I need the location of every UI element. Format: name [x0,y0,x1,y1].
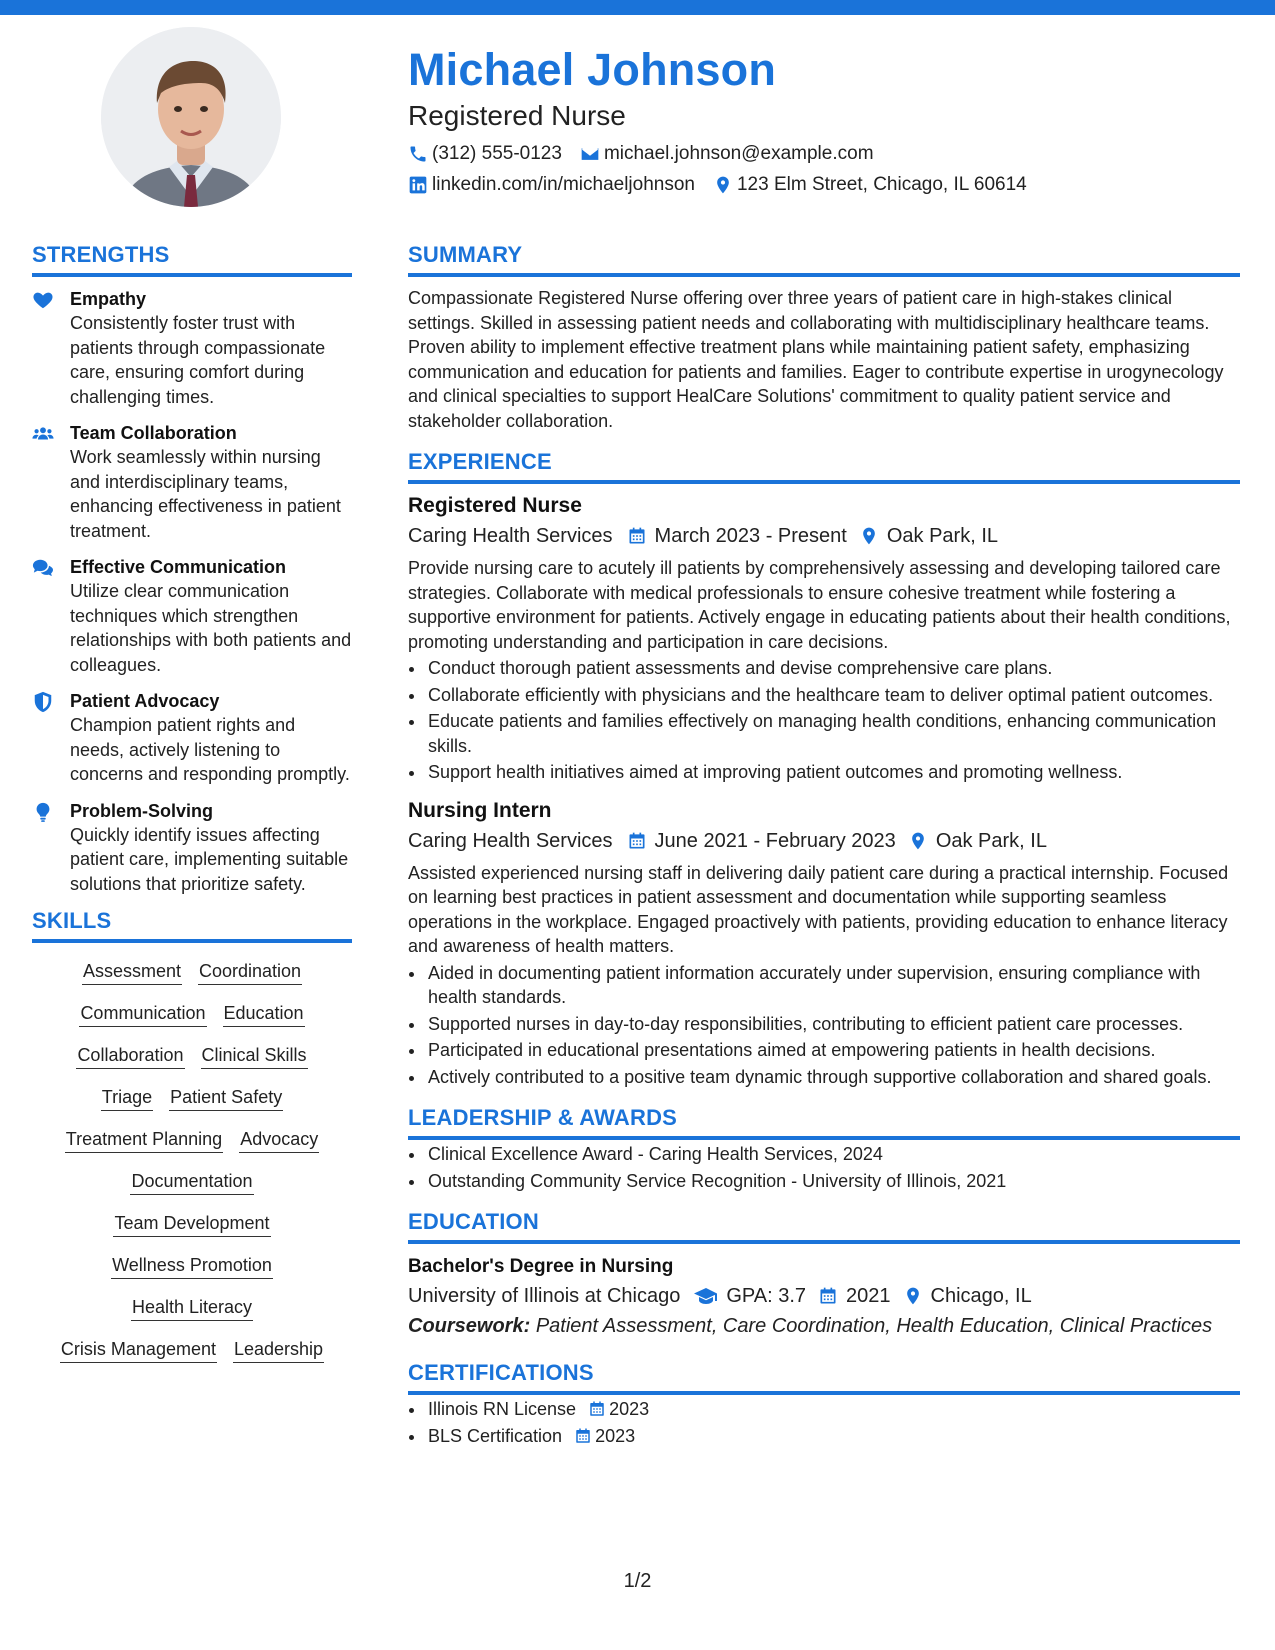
strength-desc: Consistently foster trust with patients through compassionate care, ensuring comfort during challenging times. [70,313,326,407]
strength-desc: Utilize clear communication techniques which strengthen relationships with both patients and colleagues. [70,581,352,675]
skills-row [32,1043,352,1069]
cert-year: 2023 [595,1425,636,1446]
awards-list [408,1142,1240,1193]
skills-row [32,1337,352,1363]
strength-item [32,421,352,543]
email-contact[interactable] [580,142,874,166]
calendar-icon [818,1286,838,1306]
strength-item [32,555,352,677]
education-meta [408,1282,1240,1310]
linkedin-text: linkedin.com/in/michaeljohnson [432,174,695,195]
calendar-icon [627,831,647,851]
job-company: Caring Health Services [408,829,613,852]
job-bullets [408,961,1240,1090]
shield-icon [32,691,54,713]
contact-row-1 [408,142,1238,166]
strengths-list [32,287,352,896]
job-location: Oak Park, IL [935,829,1047,852]
skills-list [32,959,352,1363]
list-item: • Clinical Excellence Award - Caring Health Services, 2024 [426,1142,1240,1167]
job-bullets [408,656,1240,785]
job-dates: March 2023 - Present [654,525,847,547]
school-location: Chicago, IL [930,1285,1032,1307]
coursework [408,1312,1240,1340]
strength-desc: Quickly identify issues affecting patient care, implementing suitable solutions that prioritize safety. [70,824,349,894]
list-item: • Participated in educational presentations aimed at empowering patients in health decisions. [426,1038,1240,1063]
list-item [426,1397,1240,1422]
skills-row [32,1253,352,1279]
location-pin-icon [859,526,879,546]
skills-row [32,1085,352,1111]
top-accent-bar [0,0,1275,15]
skill-tag: Communication [79,1001,206,1027]
coursework-text: Patient Assessment, Care Coordination, Health Education, Clinical Practices [535,1315,1213,1337]
right-column [408,242,1240,1450]
skill-tag: Coordination [198,959,302,985]
location-pin-icon [713,175,733,195]
strength-item [32,799,352,897]
contact-row-2 [408,173,1238,197]
skill-tag: Clinical Skills [201,1043,308,1069]
skills-heading: SKILLS [32,908,352,943]
job-title: Nursing Intern [408,798,552,822]
awards-heading: LEADERSHIP & AWARDS [408,1105,1240,1140]
list-item: • Aided in documenting patient information accurately under supervision, ensuring compliance with health standards. [426,961,1240,1010]
skill-tag: Assessment [82,959,182,985]
skills-row [32,1211,352,1237]
left-column [32,242,352,1379]
graduation-cap-icon [694,1284,718,1308]
skill-tag: Team Development [113,1211,270,1237]
email-icon [580,144,600,164]
list-item: • Conduct thorough patient assessments and devise comprehensive care plans. [426,656,1240,681]
email-text: michael.johnson@example.com [603,143,874,164]
list-item: • Educate patients and families effectively on managing health conditions, enhancing communication skills. [426,709,1240,758]
graduation-year: 2021 [846,1285,891,1307]
skill-tag: Leadership [233,1337,324,1363]
education-heading: EDUCATION [408,1209,1240,1244]
strength-desc: Work seamlessly within nursing and interdisciplinary teams, enhancing effectiveness in patient treatment. [70,447,341,541]
skills-row [32,1001,352,1027]
skills-row [32,1169,352,1195]
cert-name: BLS Certification [428,1425,563,1446]
phone-text: (312) 555-0123 [432,143,562,164]
gpa-text: GPA: 3.7 [726,1285,807,1307]
profile-photo [101,27,281,207]
strength-title: Empathy [70,289,147,309]
comments-icon [32,557,54,579]
candidate-role: Registered Nurse [408,100,626,131]
skill-tag: Crisis Management [60,1337,217,1363]
resume-header [408,42,1238,197]
strength-title: Effective Communication [70,557,287,577]
location-pin-icon [903,1286,923,1306]
skill-tag: Advocacy [239,1127,319,1153]
summary-text: Compassionate Registered Nurse offering over three years of patient care in high-stakes clinical settings. Skilled in assessing patient needs and collaborating with multidisciplinary healthcare teams. Proven ability to implement effective treatment plans while maintaining patient safety, emphasizing communication and education for patients and families. Eager to contribute expertise in urogynecology and clinical specialties to support HealCare Solutions' commitment to quality patient service and stakeholder collaboration. [408,288,1224,431]
school-name: University of Illinois at Chicago [408,1285,681,1307]
phone-icon [408,144,428,164]
skill-tag: Collaboration [76,1043,184,1069]
list-item: • Actively contributed to a positive team dynamic through supportive collaboration and shared goals. [426,1065,1240,1090]
skill-tag: Treatment Planning [65,1127,223,1153]
job-description: Assisted experienced nursing staff in delivering daily patient care during a practical internship. Focused on learning best practices in patient assessment and documentation while supporting seamless operations in the workplace. Engaged proactively with patients, providing education to enhance literacy and awareness of health matters. [408,862,1229,956]
address-text: 123 Elm Street, Chicago, IL 60614 [736,174,1027,195]
skill-tag: Patient Safety [169,1085,283,1111]
location-pin-icon [908,831,928,851]
certifications-list [408,1397,1240,1448]
skills-row [32,1127,352,1153]
linkedin-icon [408,175,428,195]
job-entry [408,797,1240,1090]
calendar-icon [627,526,647,546]
coursework-label: Coursework: [408,1315,531,1337]
certifications-heading: CERTIFICATIONS [408,1360,1240,1395]
skills-row [32,1295,352,1321]
job-meta [408,522,1240,550]
job-title: Registered Nurse [408,494,582,517]
skill-tag: Triage [101,1085,153,1111]
skills-row [32,959,352,985]
skill-tag: Documentation [130,1169,253,1195]
cert-name: Illinois RN License [428,1399,577,1419]
experience-heading: EXPERIENCE [408,449,1240,484]
job-description: Provide nursing care to acutely ill patients by comprehensively assessing and developing tailored care strategies. Collaborate with medical professionals to ensure cohesive treatment while fostering a supportive environment for patients. Actively engage in educating patients about their health conditions, promoting understanding and participation in care decisions. [408,558,1231,652]
strength-title: Patient Advocacy [70,691,220,711]
cert-year: 2023 [609,1399,650,1419]
users-icon [32,423,54,445]
linkedin-contact[interactable] [408,173,695,197]
summary-heading: SUMMARY [408,242,1240,277]
degree-title: Bachelor's Degree in Nursing [408,1256,674,1277]
job-entry [408,492,1240,785]
heart-icon [32,289,54,311]
calendar-icon [574,1427,592,1445]
lightbulb-icon [32,801,54,823]
strengths-heading: STRENGTHS [32,242,352,277]
strength-desc: Champion patient rights and needs, actively listening to concerns and responding promptly. [70,715,350,784]
page-number: 1/2 [623,1570,652,1592]
skills-section [32,908,352,1363]
strength-title: Team Collaboration [70,423,237,443]
list-item: • Outstanding Community Service Recognition - University of Illinois, 2021 [426,1169,1240,1194]
list-item: • Collaborate efficiently with physicians and the healthcare team to deliver optimal patient outcomes. [426,683,1240,708]
list-item: • Supported nurses in day-to-day responsibilities, contributing to efficient patient care processes. [426,1012,1240,1037]
strength-title: Problem-Solving [70,800,214,821]
job-dates: June 2021 - February 2023 [654,829,896,852]
list-item: • Support health initiatives aimed at improving patient outcomes and promoting wellness. [426,760,1240,785]
calendar-icon [588,1400,606,1418]
skill-tag: Education [223,1001,305,1027]
job-location: Oak Park, IL [886,525,999,547]
phone-contact[interactable] [408,142,562,166]
candidate-name: Michael Johnson [408,44,777,95]
skill-tag: Health Literacy [131,1295,253,1321]
strength-item [32,689,352,787]
skill-tag: Wellness Promotion [111,1253,273,1279]
job-company: Caring Health Services [408,525,613,547]
job-meta [408,827,1240,855]
strength-item [32,287,352,409]
list-item [426,1424,1240,1449]
address-contact [713,173,1027,197]
